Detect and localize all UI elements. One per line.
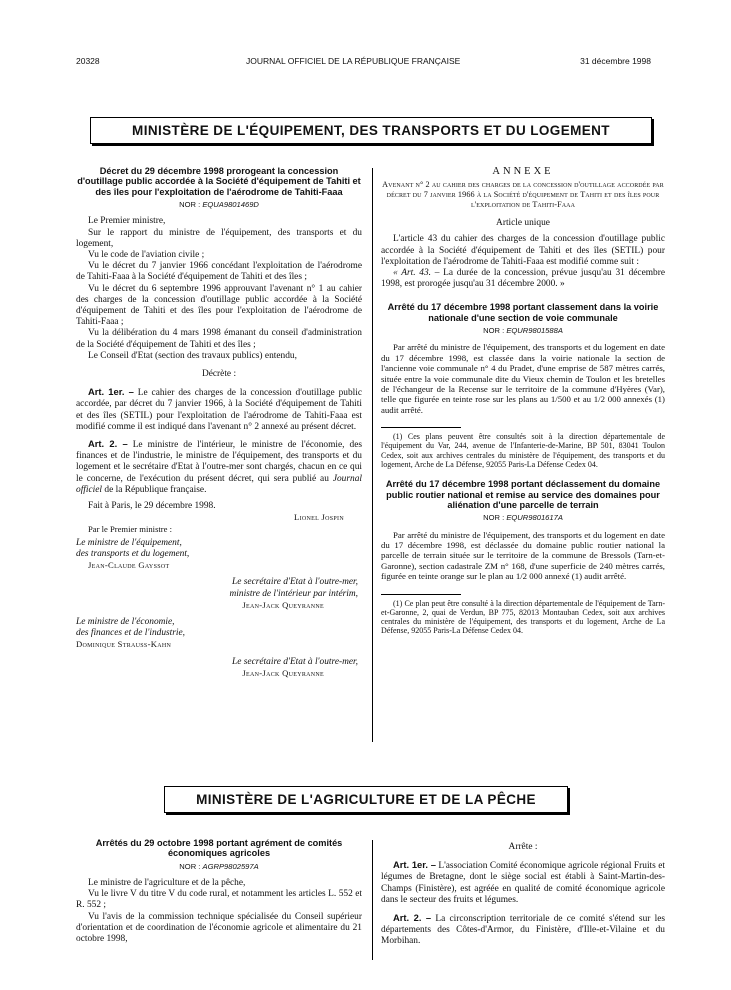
signature-outre-mer-1: Le secrétaire d'Etat à l'outre-mer, ministre de l'intérieur par intérim, Jean-Jack Queyranne bbox=[229, 577, 358, 610]
arrete2-nor: NOR : EQUR9801617A bbox=[483, 513, 563, 523]
arrete1-body: Par arrêté du ministre de l'équipement, des transports et du logement en date du 17 décembre 1998, est classée dans la voirie nationale la section de l'ancienne voie communale n° 4 du Pradet, d'une emprise de 587 mètres carrés, située entre la voie communale dite du Vieux chemin de Toulon et les bretelles de l'échangeur de la Recense sur le territoire de la commune d'Hyères (Var), telle que figurée en teinte rose sur les plans au 1/500 et au 1/2 000 annexés (1) audit arrêté. bbox=[381, 342, 665, 415]
arrete1-nor: NOR : EQUR9801588A bbox=[483, 326, 563, 336]
decret-title: Décret du 29 décembre 1998 prorogeant la concession d'outillage public accordée à la Société d'équipement de Tahiti et des îles pour l'exploitation de l'aérodrome de Tahiti-Faaa bbox=[77, 166, 361, 197]
decret-decrete: Décrète : bbox=[201, 369, 237, 380]
arrete1-footnote: (1) Ces plans peuvent être consultés soit à la direction départementale de l'équipement du Var, 244, avenue de l'Infanterie-de-Marine, BP 501, 83041 Toulon Cedex, soit aux archives centrales du ministère de l'équipement, des transports et du logement, Arche de La Défense, 92055 Paris-La Défense Cedex 04. bbox=[381, 432, 665, 469]
arrete3-column-right bbox=[381, 842, 665, 948]
decret-fait: Fait à Paris, le 29 décembre 1998. bbox=[88, 501, 216, 512]
arrete3-art1: Art. 1er. – L'association Comité économique agricole régional Fruits et légumes de Bretagne, dont le siège social est établi à Saint-Martin-des-Champs (Finistère), est agréée en qualité de comité économique agricole dans le secteur des fruits et légumes. bbox=[381, 859, 666, 905]
decret-art1: Art. 1er. – Le cahier des charges de la concession d'outillage public accordée, par décret du 7 janvier 1966, à la Société d'équipement de Tahiti et des îles (SETIL) pour l'exploitation de l'aérodrome de Tahiti-Faaa est modifié comme il est indiqué dans l'avenant n° 2 annexé au présent décret. bbox=[76, 386, 363, 432]
footnote-rule-1 bbox=[381, 427, 461, 428]
arrete3-arrete: Arrête : bbox=[508, 842, 538, 852]
arrete3-title: Arrêtés du 29 octobre 1998 portant agrément de comités économiques agricoles bbox=[95, 838, 343, 859]
footnote-rule-2 bbox=[381, 594, 461, 595]
journal-title: JOURNAL OFFICIEL DE LA RÉPUBLIQUE FRANÇAISE bbox=[246, 56, 461, 66]
ministry-heading-text: MINISTÈRE DE L'AGRICULTURE ET DE LA PÊCHE bbox=[196, 792, 536, 807]
arrete3-p3: Vu l'avis de la commission technique spécialisée du Conseil supérieur d'orientation et de coordination de l'économie agricole et alimentaire du 21 octobre 1998, bbox=[76, 911, 362, 945]
annexe-p1: L'article 43 du cahier des charges de la concession d'outillage public accordée à la Société d'équipement de Tahiti et des îles (SETIL) pour l'exploitation de l'aérodrome de Tahiti-Faaa est modifié comme suit : bbox=[381, 234, 665, 267]
arrete3-p2: Vu le livre V du titre V du code rural, et notamment les articles L. 552 et R. 552 ; bbox=[76, 889, 362, 911]
par-premier-ministre: Par le Premier ministre : bbox=[88, 523, 173, 534]
article-unique: Article unique bbox=[496, 218, 550, 229]
decret-p2: Sur le rapport du ministre de l'équipement, des transports et du logement, bbox=[76, 227, 362, 249]
ministry-heading-equipement bbox=[90, 117, 652, 144]
column-divider-bottom bbox=[372, 840, 373, 960]
decret-p1: Le Premier ministre, bbox=[88, 216, 166, 227]
arrete2-body: Par arrêté du ministre de l'équipement, des transports et du logement en date du 17 décembre 1998, est déclassée du domaine public routier national la parcelle de terrain située sur le territoire de la commune de Bressols (Tarn-et-Garonne), section cadastrale ZM n° 168, d'une superficie de 240 mètres carrés, figurée en teinte orange sur le plan au 1/2 000 annexé (1) audit arrêté. bbox=[381, 529, 665, 582]
signature-outre-mer-2: Le secrétaire d'Etat à l'outre-mer, Jean-Jack Queyranne bbox=[232, 656, 358, 678]
signature-economie: Le ministre de l'économie, des finances et de l'industrie, Dominique Strauss-Kahn bbox=[76, 616, 186, 650]
decret-art2: Art. 2. – Le ministre de l'intérieur, le ministre de l'économie, des finances et de l'industrie, le ministre de l'équipement, des transports et du logement et le secrétaire d'Etat à l'outre-mer sont chargés, chacun en ce qui le concerne, de l'exécution du présent décret, qui sera publié au Journal officiel de la République française. bbox=[76, 438, 363, 495]
decret-p7: Le Conseil d'Etat (section des travaux publics) entendu, bbox=[88, 350, 297, 361]
ministry-heading-agriculture bbox=[164, 786, 568, 813]
arrete3-nor: NOR : AGRP9802597A bbox=[179, 861, 259, 871]
annexe-subtitle: Avenant n° 2 au cahier des charges de la concession d'outillage accordée par décret du 7 janvier 1966 à la Société d'équipement de Tahiti et des îles pour l'exploitation de Tahiti-Faaa bbox=[382, 180, 664, 210]
annexe-column bbox=[381, 166, 665, 635]
arrete3-column-left bbox=[76, 838, 362, 945]
page-number: 20328 bbox=[76, 56, 100, 66]
arrete1-title: Arrêté du 17 décembre 1998 portant classement dans la voirie nationale d'une section de voie communale bbox=[387, 302, 659, 323]
decret-p4: Vu le décret du 7 janvier 1966 concédant l'exploitation de l'aérodrome de Tahiti-Faaa à la Société d'équipement de Tahiti et des îles ; bbox=[76, 261, 362, 283]
annexe-p2: « Art. 43. – La durée de la concession, prévue jusqu'au 31 décembre 1998, est prorogée jusqu'au 31 décembre 2000. » bbox=[381, 268, 666, 290]
column-divider bbox=[372, 168, 373, 742]
decret-p3: Vu le code de l'aviation civile ; bbox=[88, 250, 205, 261]
arrete3-p1: Le ministre de l'agriculture et de la pêche, bbox=[88, 878, 246, 889]
decret-nor: NOR : EQUA9801469D bbox=[179, 200, 259, 210]
decret-p5: Vu le décret du 6 septembre 1996 approuvant l'avenant n° 1 au cahier des charges de la concession d'outillage public accordée à la Société d'équipement de Tahiti et des îles pour l'exploitation de l'aérodrome de Tahiti-Faaa ; bbox=[76, 283, 362, 328]
decret-column bbox=[76, 166, 362, 679]
issue-date: 31 décembre 1998 bbox=[580, 56, 651, 66]
arrete3-art2: Art. 2. – La circonscription territoriale de ce comité s'étend sur les départements des Côtes-d'Armor, du Finistère, d'Ille-et-Vilaine et du Morbihan. bbox=[381, 912, 666, 947]
ministry-heading-text: MINISTÈRE DE L'ÉQUIPEMENT, DES TRANSPORTS ET DU LOGEMENT bbox=[132, 123, 610, 138]
pm-signature: Lionel Jospin bbox=[294, 512, 344, 523]
decret-p6: Vu la délibération du 4 mars 1998 émanant du conseil d'administration de la Société d'équipement de Tahiti et des îles ; bbox=[76, 328, 362, 350]
arrete2-footnote: (1) Ce plan peut être consulté à la direction départementale de l'équipement de Tarn-et-Garonne, 2, quai de Verdun, BP 775, 82013 Montauban Cedex, soit aux archives centrales du ministère de l'équipement, des transports et du logement, Arche de La Défense, 92055 Paris-La Défense Cedex 04. bbox=[381, 598, 665, 636]
signature-equipement: Le ministre de l'équipement, des transports et du logement, Jean-Claude Gayssot bbox=[76, 537, 190, 571]
arrete2-title: Arrêté du 17 décembre 1998 portant déclassement du domaine public routier national et remise au service des domaines pour aliénation d'une parcelle de terrain bbox=[385, 479, 661, 510]
annexe-title: ANNEXE bbox=[492, 166, 554, 177]
